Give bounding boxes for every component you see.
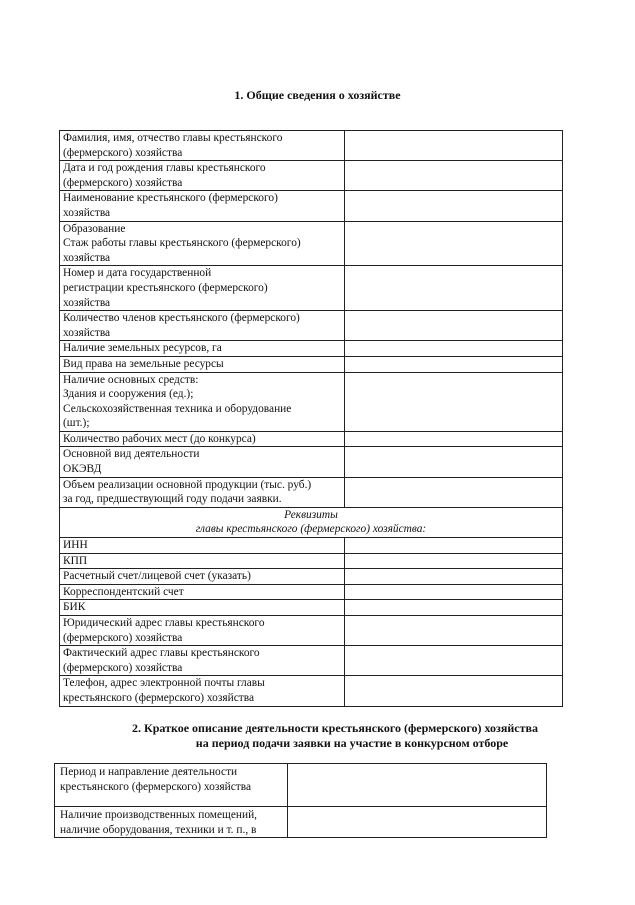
- table-row: [60, 266, 563, 311]
- value-cell[interactable]: [345, 676, 563, 706]
- table-row: [60, 569, 563, 585]
- cell-text-line: ИНН: [63, 539, 88, 552]
- section-1-title: 1. Общие сведения о хозяйстве: [234, 88, 401, 102]
- cell-text-line: Образование: [63, 222, 126, 235]
- cell-text-line: Основной вид деятельности: [63, 448, 200, 461]
- value-cell[interactable]: [345, 646, 563, 676]
- value-cell[interactable]: [345, 538, 563, 554]
- field-label-cell: [60, 431, 345, 447]
- cell-text-line: Телефон, адрес электронной почты главы: [63, 677, 265, 690]
- cell-text-line: Номер и дата государственной: [63, 267, 212, 280]
- table-row: [60, 600, 563, 616]
- table-row: [60, 447, 563, 477]
- cell-text-line: Фамилия, имя, отчество главы крестьянского: [63, 132, 283, 144]
- value-cell[interactable]: [345, 221, 563, 266]
- value-cell[interactable]: [345, 161, 563, 191]
- cell-text-line: регистрации крестьянского (фермерского): [63, 281, 268, 294]
- cell-text-line: КПП: [63, 554, 88, 567]
- value-cell[interactable]: [345, 191, 563, 221]
- cell-text-line: Наименование крестьянского (фермерского): [63, 192, 278, 205]
- value-cell[interactable]: [345, 372, 563, 431]
- table-row: [60, 341, 563, 357]
- cell-text-line: Наличие основных средств:: [63, 373, 199, 386]
- cell-text-line: Юридический адрес главы крестьянского: [63, 617, 265, 629]
- cell-text-line: Здания и сооружения (ед.);: [63, 388, 194, 401]
- table-row: [60, 538, 563, 554]
- table-row: [60, 477, 563, 507]
- cell-text-line: Расчетный счет/лицевой счет (указать): [63, 570, 251, 583]
- cell-text-line: (фермерского) хозяйства: [63, 146, 183, 159]
- field-label-cell: [60, 447, 345, 477]
- cell-text-line: хозяйства: [63, 206, 111, 219]
- field-label-cell: [60, 311, 345, 341]
- requisites-header-line: Реквизиты: [284, 508, 338, 521]
- cell-text-line: Сельскохозяйственная техника и оборудование: [63, 402, 292, 415]
- field-label-cell: [60, 372, 345, 431]
- table-row: [60, 646, 563, 676]
- cell-text-line: хозяйства: [63, 251, 111, 264]
- value-cell[interactable]: [345, 266, 563, 311]
- section-2-title-line-1: 2. Краткое описание деятельности крестьянского (фермерского) хозяйства: [132, 721, 538, 735]
- field-label-cell: [60, 131, 345, 161]
- value-cell[interactable]: [345, 311, 563, 341]
- value-cell[interactable]: [345, 569, 563, 585]
- value-cell[interactable]: [345, 616, 563, 646]
- table-row: [60, 311, 563, 341]
- cell-text-line: хозяйства: [63, 326, 111, 339]
- requisite-label-cell: [60, 600, 345, 616]
- cell-text-line: Количество рабочих мест (до конкурса): [63, 432, 256, 445]
- description-label-cell: [55, 807, 288, 838]
- table-row: [60, 553, 563, 569]
- field-label-cell: [60, 266, 345, 311]
- table-row: [60, 372, 563, 431]
- value-cell[interactable]: [288, 764, 547, 807]
- cell-text-line: БИК: [63, 601, 86, 614]
- table-row: [60, 431, 563, 447]
- field-label-cell: [60, 191, 345, 221]
- table-row: [60, 676, 563, 706]
- cell-text-line: Вид права на земельные ресурсы: [63, 357, 224, 370]
- cell-text-line: за год, предшествующий году подачи заявки.: [63, 493, 282, 506]
- cell-text-line: Период и направление деятельности: [60, 766, 238, 778]
- section-2-title-line-2: на период подачи заявки на участие в конкурсном отборе: [195, 736, 509, 750]
- requisites-header: [60, 507, 563, 537]
- value-cell[interactable]: [345, 356, 563, 372]
- field-label-cell: [60, 161, 345, 191]
- requisites-header-line: главы крестьянского (фермерского) хозяйства:: [195, 523, 427, 536]
- value-cell[interactable]: [345, 600, 563, 616]
- cell-text-line: Корреспондентский счет: [63, 585, 184, 598]
- requisite-label-cell: [60, 538, 345, 554]
- cell-text-line: (шт.);: [63, 417, 90, 430]
- requisite-label-cell: [60, 646, 345, 676]
- cell-text-line: Дата и год рождения главы крестьянского: [63, 162, 266, 175]
- cell-text-line: (фермерского) хозяйства: [63, 176, 183, 189]
- cell-text-line: Объем реализации основной продукции (тыс. руб.): [63, 478, 312, 491]
- field-label-cell: [60, 477, 345, 507]
- cell-text-line: наличие оборудования, техники и т. п., в: [60, 823, 257, 836]
- table-row: [60, 131, 563, 161]
- requisite-label-cell: [60, 553, 345, 569]
- cell-text-line: Количество членов крестьянского (фермерского): [63, 312, 300, 325]
- value-cell[interactable]: [345, 341, 563, 357]
- cell-text-line: хозяйства: [63, 296, 111, 309]
- table-row: [55, 764, 547, 807]
- cell-text-line: Фактический адрес главы крестьянского: [63, 647, 260, 660]
- requisites-header-row: [60, 507, 563, 537]
- field-label-cell: [60, 221, 345, 266]
- cell-text-line: Стаж работы главы крестьянского (фермерского): [63, 237, 301, 250]
- value-cell[interactable]: [345, 584, 563, 600]
- field-label-cell: [60, 341, 345, 357]
- table-row: [60, 356, 563, 372]
- cell-text-line: Наличие производственных помещений,: [60, 809, 258, 821]
- field-label-cell: [60, 356, 345, 372]
- table-row: [60, 161, 563, 191]
- table-row: [60, 221, 563, 266]
- farm-info-table: [59, 130, 563, 707]
- description-label-cell: [55, 764, 288, 807]
- value-cell[interactable]: [345, 477, 563, 507]
- table-row: [55, 807, 547, 838]
- cell-text-line: крестьянского (фермерского) хозяйства: [60, 780, 252, 793]
- requisite-label-cell: [60, 569, 345, 585]
- cell-text-line: (фермерского) хозяйства: [63, 661, 183, 674]
- cell-text-line: крестьянского (фермерского) хозяйства: [63, 691, 255, 704]
- table-row: [60, 616, 563, 646]
- value-cell[interactable]: [345, 431, 563, 447]
- cell-text-line: ОКЭВД: [63, 463, 102, 476]
- requisite-label-cell: [60, 616, 345, 646]
- cell-text-line: (фермерского) хозяйства: [63, 631, 183, 644]
- value-cell[interactable]: [345, 131, 563, 161]
- value-cell[interactable]: [288, 807, 547, 838]
- activity-description-table: [54, 763, 547, 838]
- table-row: [60, 191, 563, 221]
- requisite-label-cell: [60, 676, 345, 706]
- value-cell[interactable]: [345, 553, 563, 569]
- cell-text-line: Наличие земельных ресурсов, га: [63, 342, 222, 355]
- table-row: [60, 584, 563, 600]
- value-cell[interactable]: [345, 447, 563, 477]
- requisite-label-cell: [60, 584, 345, 600]
